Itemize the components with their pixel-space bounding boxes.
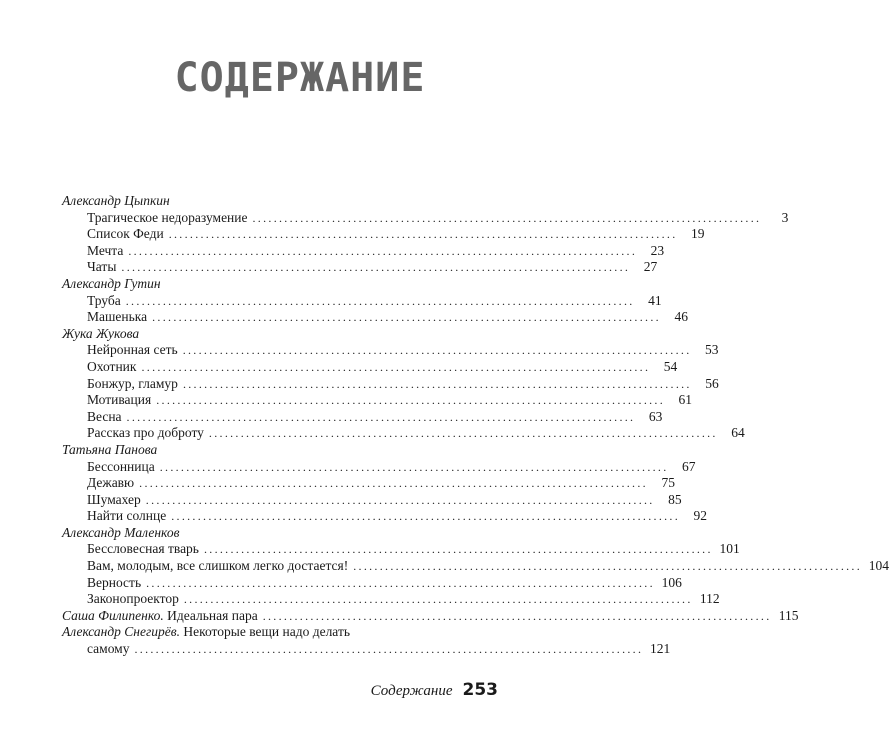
dot-leader: ................................................................................................: [139, 476, 648, 491]
entry-page: 112: [699, 591, 720, 607]
page-title: СОДЕРЖАНИЕ: [174, 55, 426, 101]
entry-page: 101: [719, 541, 740, 557]
entry-page: 85: [668, 491, 682, 507]
toc-entry[interactable]: [62, 292, 662, 310]
toc-entry[interactable]: [62, 475, 675, 492]
entry-page: 106: [661, 574, 682, 590]
entry-page: 27: [643, 259, 658, 275]
entry-page: 56: [705, 375, 719, 391]
toc-entry[interactable]: [62, 392, 693, 409]
toc-author: Жука Жукова: [62, 325, 140, 341]
toc-entry[interactable]: [62, 425, 745, 442]
running-footer-label: Содержание: [370, 683, 453, 699]
entry-title: Найти солнце: [87, 508, 167, 524]
entry-page: 23: [650, 242, 665, 258]
toc-author: Александр Маленков: [62, 524, 180, 540]
entry-page: 64: [731, 425, 745, 441]
entry-title: Вам, молодым, все слишком легко достается!: [87, 558, 349, 574]
entry-page: 121: [650, 641, 671, 657]
dot-leader: ................................................................................................: [353, 559, 863, 574]
entry-page: 19: [691, 226, 705, 242]
toc-author: Александр Гутин: [62, 275, 161, 291]
entry-title: Законопроектор: [87, 591, 179, 607]
entry-author: Саша Филипенко.: [62, 607, 164, 623]
toc-entry[interactable]: [62, 242, 665, 260]
dot-leader: ................................................................................................: [134, 642, 644, 657]
entry-title: Чаты: [87, 259, 117, 275]
toc-entry-continuation[interactable]: [62, 641, 671, 658]
entry-title: Машенька: [87, 309, 148, 325]
dot-leader: ................................................................................................: [183, 592, 693, 607]
toc-entry[interactable]: [62, 491, 682, 509]
entry-title: Верность: [87, 574, 142, 590]
entry-title: Бонжур, гламур: [87, 375, 178, 391]
toc-entry-single[interactable]: [62, 607, 799, 625]
entry-page: 104: [868, 558, 889, 574]
dot-leader: ................................................................................................: [203, 542, 713, 557]
page-footer: [371, 680, 498, 700]
entry-title: Труба: [87, 292, 121, 308]
entry-page: 46: [674, 309, 688, 325]
entry-title: Мотивация: [87, 392, 152, 408]
page-number: 253: [462, 680, 498, 700]
dot-leader: ................................................................................................: [145, 492, 655, 507]
entry-page: 53: [705, 342, 719, 358]
entry-title: Бессловесная тварь: [87, 541, 199, 557]
entry-title-line1: Некоторые вещи надо делать: [183, 624, 351, 640]
dot-leader: ................................................................................................: [152, 310, 661, 325]
entry-page: 75: [661, 475, 675, 491]
entry-title: Мечта: [87, 242, 124, 258]
dot-leader: ................................................................................................: [252, 210, 762, 225]
dot-leader: ................................................................................................: [128, 243, 638, 258]
entry-page: 92: [693, 508, 708, 524]
dot-leader: ................................................................................................: [125, 293, 635, 308]
entry-title: Шумахер: [87, 491, 141, 507]
entry-page: 115: [778, 607, 799, 623]
entry-page: 63: [648, 408, 663, 424]
dot-leader: ................................................................................................: [168, 227, 678, 242]
toc-entry[interactable]: [62, 574, 682, 592]
dot-leader: ................................................................................................: [141, 359, 651, 374]
entry-title: Охотник: [87, 358, 137, 374]
entry-author: Александр Снегирёв.: [62, 624, 180, 640]
entry-page: 67: [682, 458, 696, 474]
entry-title: Идеальная пара: [167, 607, 258, 623]
toc-entry[interactable]: [62, 358, 678, 376]
dot-leader: ................................................................................................: [121, 260, 631, 275]
toc-entry-single[interactable]: [62, 624, 442, 641]
entry-title: Нейронная сеть: [87, 342, 178, 358]
toc-entry[interactable]: [62, 458, 696, 476]
toc-entry[interactable]: [62, 209, 789, 227]
toc-entry[interactable]: [62, 259, 658, 276]
toc-entry[interactable]: [62, 342, 719, 359]
dot-leader: ................................................................................................: [182, 376, 692, 391]
toc-entry[interactable]: [62, 408, 663, 426]
entry-title: Весна: [87, 408, 122, 424]
toc-entry[interactable]: [62, 591, 720, 608]
entry-title: Дежавю: [87, 475, 135, 491]
dot-leader: ................................................................................................: [208, 426, 718, 441]
entry-title-line2: самому: [87, 641, 130, 657]
dot-leader: ................................................................................................: [156, 393, 666, 408]
dot-leader: ................................................................................................: [182, 343, 692, 358]
entry-title: Список Феди: [87, 226, 164, 242]
entry-page: 41: [648, 292, 662, 308]
toc-entry[interactable]: [62, 226, 705, 243]
entry-page: 54: [663, 358, 678, 374]
entry-title: Трагическое недоразумение: [87, 209, 248, 225]
dot-leader: ................................................................................................: [171, 509, 681, 524]
entry-page: 61: [678, 392, 693, 408]
dot-leader: ................................................................................................: [146, 575, 655, 590]
toc-author: Александр Цыпкин: [62, 193, 170, 208]
toc-entry[interactable]: [62, 309, 688, 326]
toc-entry[interactable]: [62, 558, 889, 575]
entry-title: Рассказ про доброту: [87, 425, 204, 441]
dot-leader: ................................................................................................: [262, 608, 772, 623]
toc-author: Татьяна Панова: [62, 441, 158, 457]
toc-entry[interactable]: [62, 508, 708, 525]
toc-entry[interactable]: [62, 541, 740, 558]
entry-title: Бессонница: [87, 458, 155, 474]
dot-leader: ................................................................................................: [126, 409, 636, 424]
entry-page: 3: [781, 209, 789, 225]
dot-leader: ................................................................................................: [159, 459, 669, 474]
table-of-contents: [62, 193, 889, 658]
toc-entry[interactable]: [62, 375, 719, 393]
